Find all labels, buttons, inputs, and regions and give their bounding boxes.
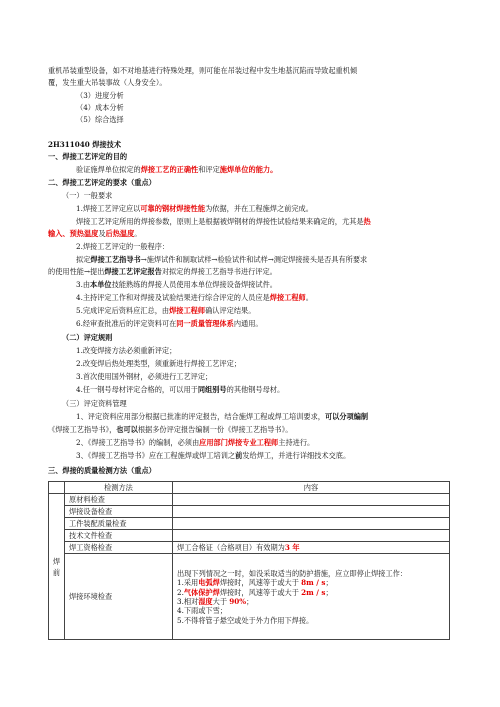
method-cell: 焊接设备检查 [65,506,173,518]
doc-mgmt-3 [76,451,350,460]
req-1-detail-a: 焊接工艺评定所用的焊接参数，原则上是根据被焊钢材的焊接性试验结果来确定的，尤其是 [76,217,364,226]
env-item-4: 4.下雨或下雪； [177,606,227,616]
content-cell [173,530,450,542]
env-item-3 [177,597,445,606]
doc-mgmt-3-bold: 前 [235,451,243,460]
intro-line-2: 覆，发生重大吊装事故（人身安全）。 [48,78,167,87]
env-2-value: 2m / s [301,587,326,597]
req-1-detail [76,217,371,226]
section-title: 2H311040 焊接技术 [48,140,122,149]
req-5-a: 5.完成评定后资料应汇总，由 [76,306,170,315]
doc-mgmt-1-bold: 可以分项编制 [324,412,369,421]
req-6-b: 内通用。 [233,319,263,328]
procedure-c: →施焊试件和制取试样→检验试件和试样→测定焊接接头是否具有所要求 [140,255,368,264]
req-4-end: 。 [305,293,313,302]
env-item-2 [177,588,445,597]
procedure-d: 的使用性能→提出 [48,267,105,276]
table-row-environment [49,554,450,640]
req-2: 2.焊接工艺评定的一般程序： [76,242,170,251]
doc-mgmt-3-a: 3、《焊接工艺指导书》应在工程施焊或焊工培训之 [76,451,236,460]
env-3-b: 大于 [212,597,230,606]
table-row [49,506,450,518]
env-3-end: ； [246,597,254,606]
rule-4-bold: 同组别号 [197,385,227,394]
intro-line-1: 重机吊装重型设备，如不对地基进行特殊处理，则可能在吊装过程中发生地基沉陷而导致起重机倾 [48,66,358,75]
s1-text-b: 和评定 [198,165,220,174]
environment-content-cell [173,554,450,640]
heading-2: 二、焊接工艺评定的要求（重点） [48,178,156,187]
rule-3: 3.首次使用国外钢材，必须进行工艺评定； [76,372,213,381]
content-cell [173,542,450,554]
req-5-b: 确认评定结果。 [205,306,256,315]
rule-4 [76,385,284,394]
method-cell: 技术文件检查 [65,530,173,542]
procedure-line-1 [76,255,367,264]
env-2-a: 2. [177,587,184,597]
req-4-a: 4.主持评定工作和对焊接及试验结果进行综合评定的人员应是 [76,293,270,302]
s1-emphasis-2: 施焊单位的能力。 [219,165,278,174]
rule-4-c: 的其他钢号母材。 [226,385,285,394]
procedure-e: 对拟定的焊接工艺指导书进行评定。 [161,267,277,276]
env-1-b: 焊接时，风速等于或大于 [219,578,302,588]
req-1-detail-emphasis: 热 [363,217,371,226]
req-1-and: 及 [98,229,106,238]
welder-cert-period: 3 年 [284,542,300,552]
stage-label: 焊前 [52,556,61,577]
table-header-method: 检测方法 [65,482,173,494]
env-1-emphasis: 电弧焊 [198,578,220,588]
doc-mgmt-2-a: 2、《焊接工艺指导书》的编制，必须由 [76,438,200,447]
doc-mgmt-1 [76,412,368,421]
req-3-bold: 本单位 [90,280,112,289]
stage-cell [49,494,65,640]
method-cell: 工件装配质量检查 [65,518,173,530]
heading-3: 三、焊接的质量检测方法（重点） [48,466,156,475]
method-cell: 焊接环境检查 [65,554,173,640]
req-3-c: 技能熟练的焊接人员使用本单位焊接设备焊接试件。 [111,280,277,289]
req-6 [76,319,263,328]
doc-mgmt-2 [76,438,314,447]
sub-heading-rules: （二）评定规则 [62,333,113,342]
s1-emphasis-1: 焊接工艺的正确性 [140,165,199,174]
env-item-1 [177,578,445,587]
env-3-a: 3.相对 [177,597,199,606]
welder-cert-text: 焊工合格证（合格项目）有效期为 [177,542,285,552]
doc-mgmt-3-c: 发给焊工，并进行详细技术交底。 [242,451,351,460]
req-6-a: 6.经审查批准后的评定资料可在 [76,319,177,328]
req-5 [76,306,255,315]
heat-input-emphasis: 输入、预热温度 [48,229,99,238]
procedure-line-2 [48,267,277,276]
req-1-detail-cont [48,229,142,238]
s1-body [76,165,277,174]
req-6-emphasis: 同一质量管理体系 [176,319,234,328]
env-2-end: ； [325,587,333,597]
sub-heading-general: （一）一般要求 [62,191,113,200]
method-cell: 原材料检查 [65,494,173,506]
doc-mgmt-1-cont [48,425,292,434]
req-4 [76,293,313,302]
rule-1: 1.改变焊接方法必须重新评定； [76,346,177,355]
env-item-5: 5.不得将管子悬空或处于外力作用下焊接。 [177,615,314,625]
intro-item-5: （5）综合选择 [76,115,124,124]
env-1-value: 8m / s [301,578,326,588]
env-intro: 出现下列情况之一时，如没采取适当的防护措施，应立即停止焊接工作： [177,569,408,579]
rule-2: 2.改变焊后热处理类型，须重新进行焊接工艺评定； [76,359,241,368]
quality-check-table [48,481,450,640]
env-3-emphasis: 湿度 [198,597,213,606]
intro-item-4: （4）成本分析 [76,103,124,112]
doc-mgmt-2-b: 主持进行。 [278,438,315,447]
req-1 [76,204,313,213]
procedure-a: 拟定 [76,255,91,264]
env-1-end: ； [325,578,333,588]
req-1-a: 1.焊接工艺评定应以 [76,204,141,213]
req-3 [76,280,277,289]
procedure-report: 焊接工艺评定报告 [104,267,162,276]
doc-mgmt-1-c: 《焊接工艺指导书》， [48,425,117,434]
rule-4-a: 4.任一钢号母材评定合格的，可以用于 [76,385,198,394]
content-cell [173,506,450,518]
env-1-a: 1.采用 [177,578,199,588]
req-3-a: 3.由 [76,280,91,289]
req-5-emphasis: 焊接工程师 [169,306,206,315]
req-1-b: 为依据，并在工程施焊之前完成。 [205,204,313,213]
env-2-emphasis: 气体保护焊 [183,587,220,597]
table-row [49,542,450,554]
env-2-b: 焊接时，风速等于或大于 [219,587,302,597]
procedure-wps: 焊接工艺指导书 [90,255,141,264]
table-header-row [49,482,450,494]
req-1-end: 。 [134,229,142,238]
doc-mgmt-1-a: 1、评定资料应用部分根据已批准的评定报告，结合施焊工程或焊工培训要求， [76,412,325,421]
sub-heading-docs: （三）评定资料管理 [62,399,127,408]
doc-mgmt-2-emphasis: 应用部门焊接专业工程师 [199,438,279,447]
post-heat-emphasis: 后热温度 [105,229,135,238]
req-1-emphasis: 可靠的钢材焊接性能 [140,204,206,213]
table-row [49,494,450,506]
method-cell: 焊工资格检查 [65,542,173,554]
content-cell [173,494,450,506]
table-header-content: 内容 [173,482,450,494]
req-4-emphasis: 焊接工程师 [269,293,306,302]
content-cell [173,518,450,530]
s1-text-a: 验证施焊单位拟定的 [76,165,141,174]
table-header-blank [49,482,65,494]
doc-mgmt-1-d: 根据多份评定报告编制一份《焊接工艺指导书》。 [137,425,293,434]
table-row [49,530,450,542]
heading-1: 一、焊接工艺评定的目的 [48,152,128,161]
doc-mgmt-1-bold-2: 也可以 [116,425,138,434]
intro-item-3: （3）进度分析 [76,91,124,100]
table-row [49,518,450,530]
env-3-value: 90% [229,597,247,606]
